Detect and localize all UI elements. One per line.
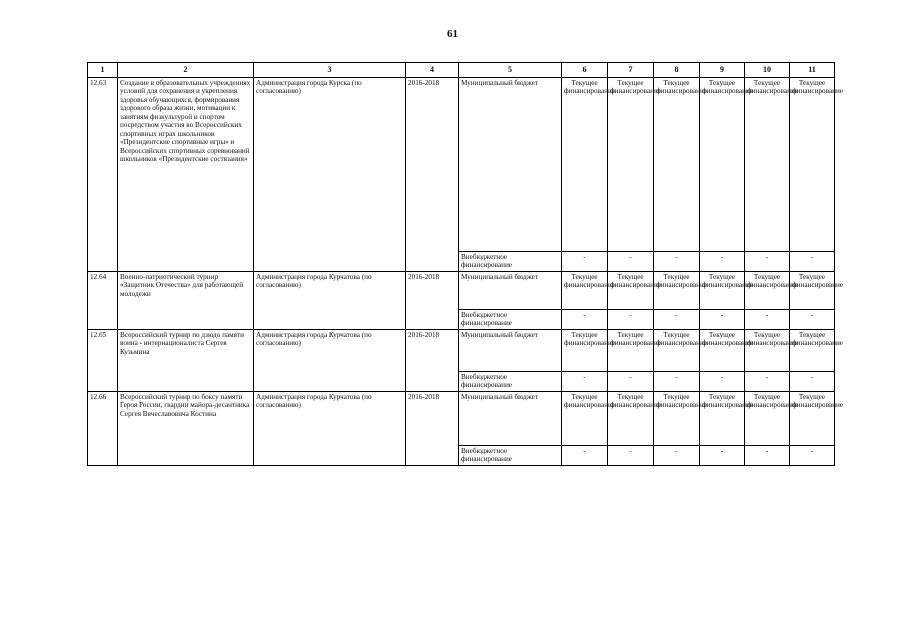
row-number: 12.65: [88, 329, 118, 391]
column-header: 2: [118, 63, 254, 78]
financing-cell: Текущее финансирование: [745, 78, 790, 252]
value-cell: -: [654, 252, 700, 272]
budget-source: Муниципальный бюджет: [459, 271, 562, 309]
measure-name: Всероссийский турнир по боксу памяти Героя России, гвардии майора-десантника Сергея Вячеславовича Костина: [118, 391, 254, 465]
period: 2016-2018: [406, 271, 459, 329]
value-cell: -: [700, 309, 745, 329]
executor: Администрация города Курчатова (по согласованию): [254, 329, 406, 391]
value-cell: -: [700, 445, 745, 465]
extra-budget-source: Внебюджетное финансирование: [459, 371, 562, 391]
column-header: 11: [790, 63, 835, 78]
column-header: 10: [745, 63, 790, 78]
financing-cell: Текущее финансирование: [700, 78, 745, 252]
financing-cell: Текущее финансирование: [654, 391, 700, 445]
financing-cell: Текущее финансирование: [562, 329, 608, 371]
value-cell: -: [790, 252, 835, 272]
financing-cell: Текущее финансирование: [654, 329, 700, 371]
financing-cell: Текущее финансирование: [790, 329, 835, 371]
value-cell: -: [654, 371, 700, 391]
budget-source: Муниципальный бюджет: [459, 78, 562, 252]
column-header: 5: [459, 63, 562, 78]
financing-cell: Текущее финансирование: [608, 271, 654, 309]
financing-cell: Текущее финансирование: [562, 271, 608, 309]
value-cell: -: [608, 445, 654, 465]
row-number: 12.66: [88, 391, 118, 465]
financing-cell: Текущее финансирование: [562, 78, 608, 252]
financing-cell: Текущее финансирование: [562, 391, 608, 445]
financing-cell: Текущее финансирование: [608, 78, 654, 252]
period: 2016-2018: [406, 391, 459, 465]
column-header: 6: [562, 63, 608, 78]
column-header: 4: [406, 63, 459, 78]
extra-budget-source: Внебюджетное финансирование: [459, 252, 562, 272]
budget-source: Муниципальный бюджет: [459, 329, 562, 371]
financing-cell: Текущее финансирование: [745, 271, 790, 309]
financing-cell: Текущее финансирование: [654, 271, 700, 309]
financing-cell: Текущее финансирование: [608, 391, 654, 445]
financing-cell: Текущее финансирование: [700, 329, 745, 371]
executor: Администрация города Курчатова (по согласованию): [254, 271, 406, 329]
measure-name: Военно-патриотический турнир «Защитник Отечества» для работающей молодежи: [118, 271, 254, 329]
column-header: 7: [608, 63, 654, 78]
value-cell: -: [608, 371, 654, 391]
value-cell: -: [562, 309, 608, 329]
table-row: [88, 78, 835, 252]
column-header: 3: [254, 63, 406, 78]
period: 2016-2018: [406, 78, 459, 272]
executor: Администрация города Курчатова (по согласованию): [254, 391, 406, 465]
row-number: 12.64: [88, 271, 118, 329]
executor: Администрация города Курска (по согласованию): [254, 78, 406, 272]
value-cell: -: [562, 445, 608, 465]
value-cell: -: [790, 309, 835, 329]
column-header: 1: [88, 63, 118, 78]
value-cell: -: [745, 309, 790, 329]
financing-cell: Текущее финансирование: [790, 271, 835, 309]
row-number: 12.63: [88, 78, 118, 272]
page-number: 61: [447, 28, 458, 40]
budget-source: Муниципальный бюджет: [459, 391, 562, 445]
financing-cell: Текущее финансирование: [654, 78, 700, 252]
period: 2016-2018: [406, 329, 459, 391]
table-row: [88, 271, 835, 309]
column-header: 8: [654, 63, 700, 78]
financing-cell: Текущее финансирование: [608, 329, 654, 371]
measure-name: Создание в образовательных учреждениях условий для сохранения и укрепления здоровья обучающихся, формирования здорового образа жизни, мотивации к занятиям физкультурой и спортом посредством участия во Всероссийских спортивных играх школьников «Президентские спортивные игры» и Всероссийских спортивных соревнований школьников «Президентские состязания»: [118, 78, 254, 272]
financing-cell: Текущее финансирование: [790, 78, 835, 252]
table-row: [88, 329, 835, 371]
value-cell: -: [700, 252, 745, 272]
column-header: 9: [700, 63, 745, 78]
value-cell: -: [608, 252, 654, 272]
financing-cell: Текущее финансирование: [700, 271, 745, 309]
financing-cell: Текущее финансирование: [700, 391, 745, 445]
value-cell: -: [608, 309, 654, 329]
financing-cell: Текущее финансирование: [745, 329, 790, 371]
value-cell: -: [654, 445, 700, 465]
extra-budget-source: Внебюджетное финансирование: [459, 445, 562, 465]
financing-cell: Текущее финансирование: [745, 391, 790, 445]
extra-budget-source: Внебюджетное финансирование: [459, 309, 562, 329]
value-cell: -: [790, 371, 835, 391]
value-cell: -: [562, 252, 608, 272]
value-cell: -: [654, 309, 700, 329]
program-table: [87, 62, 843, 466]
value-cell: -: [700, 371, 745, 391]
header-row: [88, 63, 835, 78]
financing-cell: Текущее финансирование: [790, 391, 835, 445]
value-cell: -: [745, 371, 790, 391]
value-cell: -: [745, 252, 790, 272]
value-cell: -: [562, 371, 608, 391]
table-row: [88, 391, 835, 445]
value-cell: -: [745, 445, 790, 465]
measure-name: Всероссийский турнир по дзюдо памяти воина - интернационалиста Сергея Кузьмина: [118, 329, 254, 391]
value-cell: -: [790, 445, 835, 465]
